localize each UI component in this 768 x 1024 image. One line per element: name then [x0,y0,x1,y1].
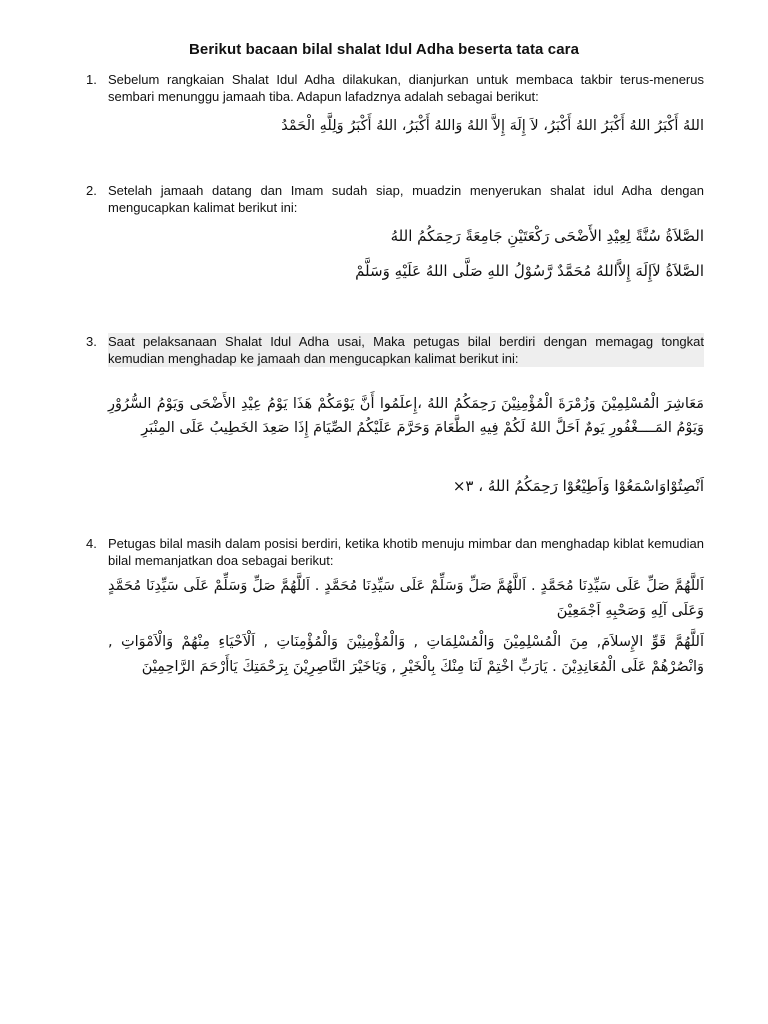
list-item-4 [86,535,704,569]
item-text: Saat pelaksanaan Shalat Idul Adha usai, Maka petugas bilal berdiri dengan memagag tongkat kemudian menghadap ke jamaah dan mengucapkan kalimat berikut ini: [108,334,704,366]
arabic-doa-islam: اَللَّهُمَّ قَوِّ الإِسلاَمَ, مِنَ الْمُسْلِمِيْنَ وَالْمُسْلِمَاتِ , وَالْمُؤْمِنِيْنَ وَالْمُؤْمِنَاتِ , اَلْاَحْيَاءِ مِنْهُمْ وَالْاَمْوَاتِ , وَانْصُرْهُمْ عَلَى الْمُعَانِدِيْنَ . يَارَبِّ اخْتِمْ لَنَا مِنْكَ بِالْخَيْرِ , وَيَاخَيْرَ النَّاصِرِيْنَ بِرَحْمَتِكَ يَاأَرْحَمَ الرَّاحِمِيْنَ [108,634,704,675]
item-number: 2. [86,183,97,198]
list-item-2 [86,182,704,216]
list-item-3 [86,333,704,367]
arabic-maasyiral-muslimin: مَعَاشِرَ الْمُسْلِمِيْنَ وَزُمْرَةَ الْمُؤْمِنِيْنَ رَحِمَكُمُ اللهُ ،إِعلَمُوا أَنَّ يَوْمَكُمْ هَذَا يَوْمُ عِيْدِ الأَضْحَى وَيَوْمُ السُّرُوْرِ وَيَوْمُ المَــــغْفُورِ يَومٌ اَحَلَّ اللهُ لَكُمْ فِيهِ الطَّعَامَ وَحَرَّمَ عَلَيْكُمُ الصِّيَامَ إِذَا صَعِدَ الخَطِيبُ عَلَى المِنْبَرِ [108,396,704,436]
item-text: Setelah jamaah datang dan Imam sudah siap, muadzin menyerukan shalat idul Adha dengan mengucapkan kalimat berikut ini: [108,183,704,215]
arabic-takbir: اللهُ أَكْبَرُ اللهُ أَكْبَرُ اللهُ أَكْبَرُ، لاَ إِلَهَ إِلاَّ اللهُ وَاللهُ أَكْبَرُ، اللهُ أَكْبَرُ وَلِلَّهِ الْحَمْدُ [281,118,704,134]
arabic-shalawat: اَللَّهُمَّ صَلِّ عَلَى سَيِّدِنَا مُحَمَّدٍ . اَللَّهُمَّ صَلِّ وَسَلِّمْ عَلَى سَيِّدِنَا مُحَمَّدٍ . اَللَّهُمَّ صَلِّ وَسَلِّمْ عَلَى سَيِّدِنَا مُحَمَّدٍ وَعَلَى آلِهِ وَصَحْبِهِ اَجْمَعِيْنَ [108,578,704,619]
item-text: Petugas bilal masih dalam posisi berdiri, ketika khotib menuju mimbar dan menghadap kiblat kemudian bilal memanjatkan doa sebagai berikut: [108,536,704,568]
item-number: 4. [86,536,97,551]
list-item-1 [86,71,704,105]
item-number: 3. [86,334,97,349]
item-text: Sebelum rangkaian Shalat Idul Adha dilakukan, dianjurkan untuk membaca takbir terus-menerus sembari menunggu jamaah tiba. Adapun lafadznya adalah sebagai berikut: [108,72,704,104]
item-number: 1. [86,72,97,87]
document-title: Berikut bacaan bilal shalat Idul Adha beserta tata cara [188,41,580,58]
arabic-tahlil-shalawat: الصَّلاَةُ لاَإِلَهَ إِلاَّاللهُ مُحَمَّدٌ رَّسُوْلُ اللهِ صَلَّى اللهُ عَلَيْهِ وَسَلَّمْ [355,262,704,280]
arabic-seruan-shalat: الصَّلاَةُ سُنَّةً لِعِيْدِ الأَضْحَى رَكْعَتَيْنِ جَامِعَةً رَحِمَكُمُ اللهُ [390,227,704,245]
arabic-ansitu: اَنْصِتُوْاوَاسْمَعُوْا وَاَطِيْعُوْا رَحِمَكُمُ اللهُ ، ٣× [452,477,704,495]
